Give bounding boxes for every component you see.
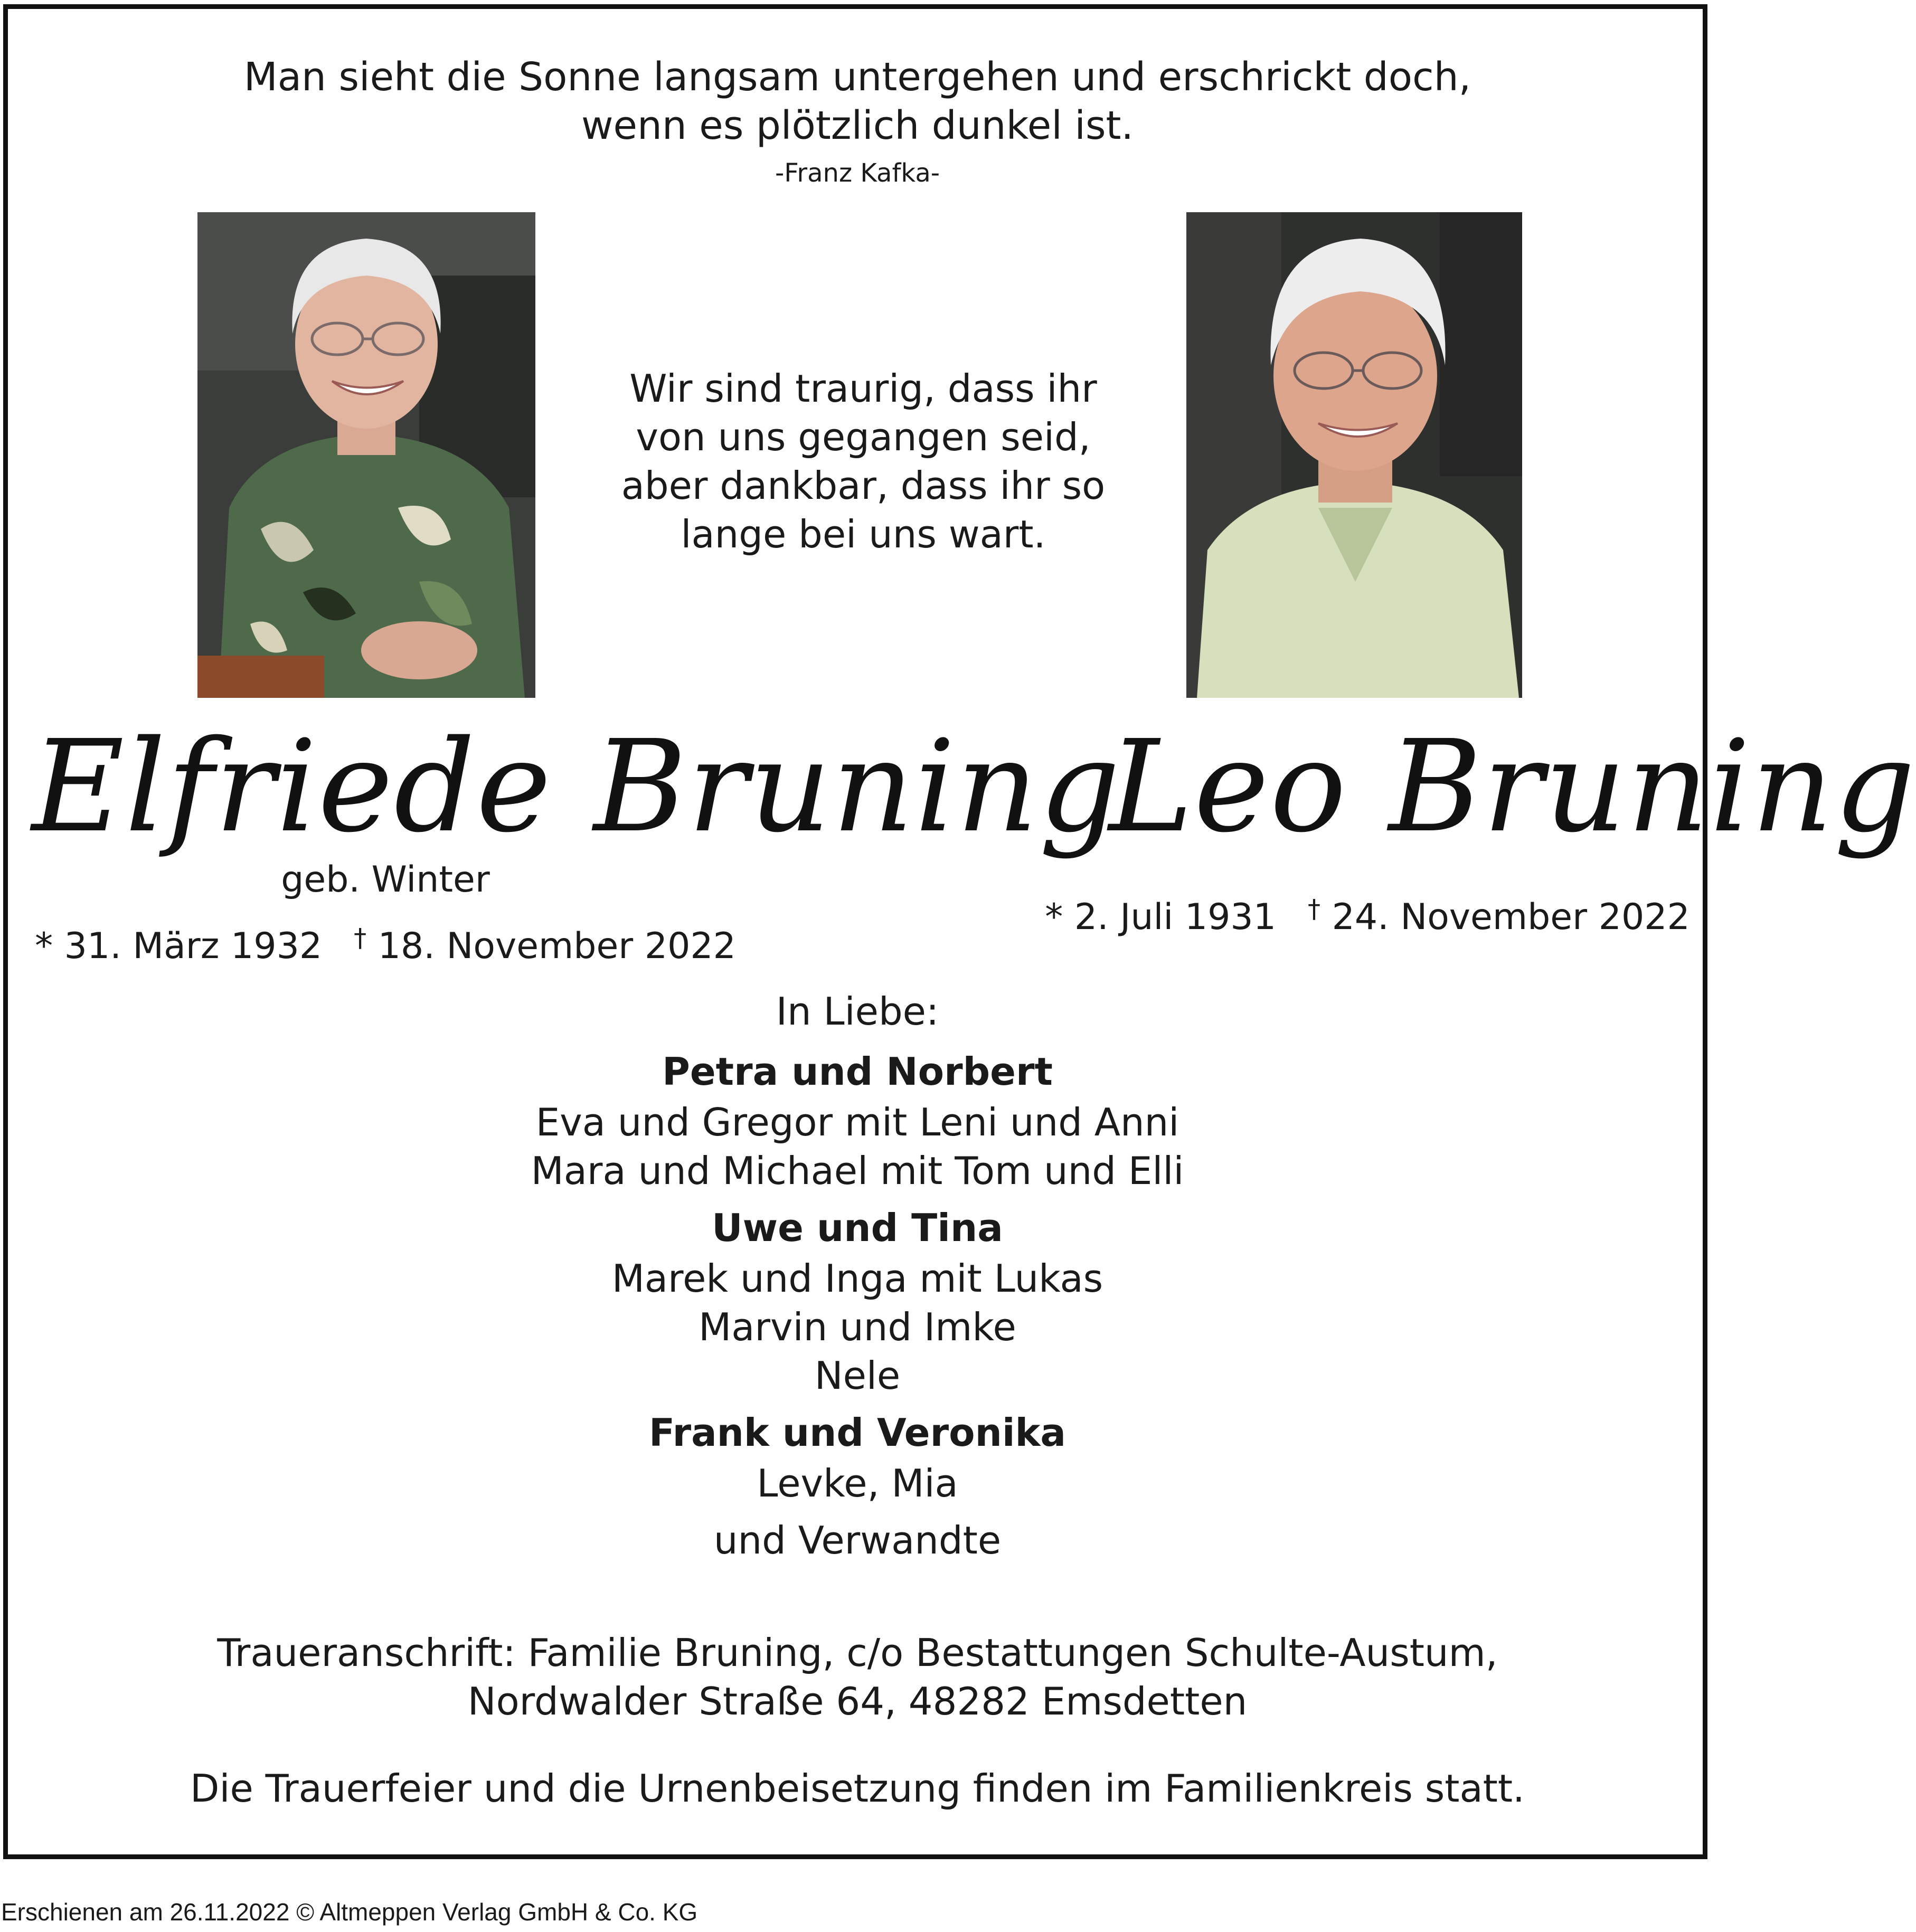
mourning-address [0,1628,1715,1726]
death-date-left: 18. November 2022 [377,925,736,967]
quote-block [0,53,1715,150]
ceremony-note: Die Trauerfeier und die Urnenbeisetzung finden im Familienkreis statt. [190,1766,1525,1811]
maiden-name: geb. Winter [281,859,490,901]
middle-line-4: lange bei uns wart. [681,512,1046,556]
family-member: Marvin und Imke [699,1305,1016,1349]
family-closing: und Verwandte [713,1518,1002,1562]
portrait-woman-icon [197,212,535,698]
family-group [0,1045,1715,1195]
family-member: Eva und Gregor mit Leni und Anni [535,1100,1179,1144]
family-member: Nele [814,1353,901,1398]
death-symbol-right: † [1307,894,1320,924]
middle-line-3: aber dankbar, dass ihr so [621,463,1106,508]
middle-line-2: von uns gegangen seid, [636,415,1091,459]
family-list [0,987,1715,1565]
quote-line-2: wenn es plötzlich dunkel ist. [581,103,1134,148]
family-member: Marek und Inga mit Lukas [611,1256,1103,1301]
publication-footer: Erschienen am 26.11.2022 © Altmeppen Verlag GmbH & Co. KG [1,1898,698,1926]
address-line-2: Nordwalder Straße 64, 48282 Emsdetten [467,1679,1248,1723]
family-group-head: Uwe und Tina [712,1206,1003,1250]
quote-line-1: Man sieht die Sonne langsam untergehen und erschrickt doch, [243,54,1471,100]
death-date-right: 24. November 2022 [1332,896,1690,938]
family-member: Mara und Michael mit Tom und Elli [531,1149,1184,1193]
middle-text [591,364,1135,558]
birth-date-right: * 2. Juli 1931 [1045,896,1276,938]
family-group [0,1406,1715,1508]
family-group [0,1201,1715,1400]
death-symbol-left: † [354,923,367,953]
dates-right [1035,887,1700,940]
deceased-name-right: Leo Bruning [1109,713,1916,860]
middle-line-1: Wir sind traurig, dass ihr [629,366,1097,411]
family-group-head: Frank und Veronika [649,1410,1066,1455]
address-line-1: Traueranschrift: Familie Bruning, c/o Bestattungen Schulte-Austum, [217,1631,1498,1675]
dates-left [32,916,739,969]
portrait-man-icon [1186,212,1522,698]
birth-date-left: * 31. März 1932 [35,925,323,967]
family-lead: In Liebe: [776,989,939,1034]
family-member: Levke, Mia [757,1461,958,1505]
quote-author: -Franz Kafka- [775,158,940,188]
deceased-name-left: Elfriede Bruning [32,713,1121,860]
family-group-head: Petra und Norbert [662,1049,1053,1094]
